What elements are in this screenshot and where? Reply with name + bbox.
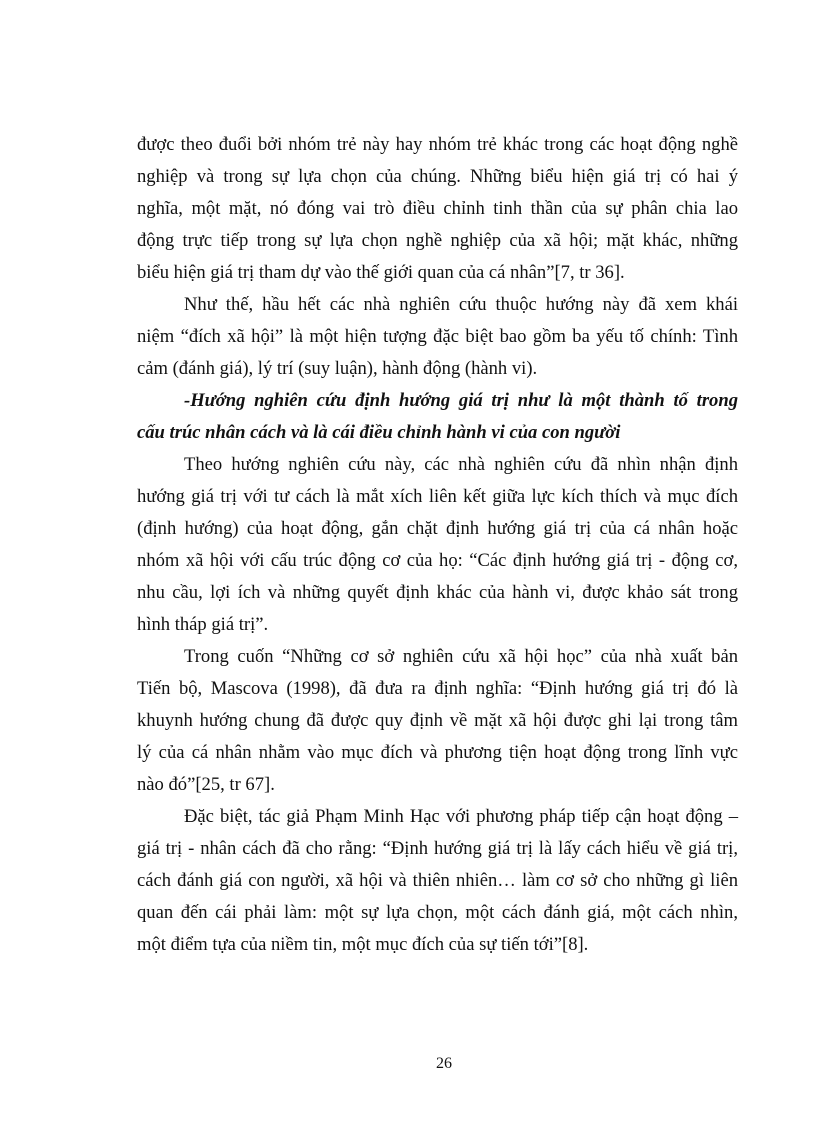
text-line: động trực tiếp trong sự lựa chọn nghề nghiệp của xã hội; mặt khác, những [137, 230, 738, 251]
text-line: Tiến bộ, Mascova (1998), đã đưa ra định nghĩa: “Định hướng giá trị đó là [137, 678, 738, 699]
text-line: một điểm tựa của niềm tin, một mục đích của sự tiến tới”[8]. [137, 934, 589, 955]
text-line: giá trị - nhân cách đã cho rằng: “Định hướng giá trị là lấy cách hiểu về giá trị, [137, 838, 738, 859]
section-heading: cấu trúc nhân cách và là cái điều chỉnh hành vi của con người [137, 422, 621, 443]
page-number: 26 [436, 1055, 452, 1072]
text-line: nào đó”[25, tr 67]. [137, 774, 275, 795]
text-line: nhu cầu, lợi ích và những quyết định khác của hành vi, được khảo sát trong [137, 582, 738, 603]
document-body [137, 129, 738, 961]
section-heading: -Hướng nghiên cứu định hướng giá trị như là một thành tố trong [184, 390, 738, 411]
text-line: nhóm xã hội với cấu trúc động cơ của họ: “Các định hướng giá trị - động cơ, [137, 550, 738, 571]
text-line: cảm (đánh giá), lý trí (suy luận), hành động (hành vi). [137, 358, 538, 379]
text-line: hình tháp giá trị”. [137, 614, 269, 635]
text-line: nghiệp và trong sự lựa chọn của chúng. Những biểu hiện giá trị có hai ý [137, 166, 738, 187]
text-line: hướng giá trị với tư cách là mắt xích liên kết giữa lực kích thích và mục đích [137, 486, 738, 507]
text-line: lý của cá nhân nhằm vào mục đích và phương tiện hoạt động trong lĩnh vực [137, 742, 738, 763]
text-line: nghĩa, một mặt, nó đóng vai trò điều chỉnh tinh thần của sự phân chia lao [137, 198, 738, 219]
text-line: được theo đuổi bởi nhóm trẻ này hay nhóm trẻ khác trong các hoạt động nghề [137, 134, 738, 155]
text-line: khuynh hướng chung đã được quy định về mặt xã hội được ghi lại trong tâm [137, 710, 738, 731]
text-line: biểu hiện giá trị tham dự vào thế giới quan của cá nhân”[7, tr 36]. [137, 262, 625, 283]
text-line: quan đến cái phải làm: một sự lựa chọn, một cách đánh giá, một cách nhìn, [137, 902, 738, 923]
text-line: Theo hướng nghiên cứu này, các nhà nghiên cứu đã nhìn nhận định [184, 454, 738, 475]
text-line: (định hướng) của hoạt động, gắn chặt định hướng giá trị của cá nhân hoặc [137, 518, 738, 539]
text-line: Như thế, hầu hết các nhà nghiên cứu thuộc hướng này đã xem khái [184, 294, 738, 315]
text-line: Trong cuốn “Những cơ sở nghiên cứu xã hội học” của nhà xuất bản [184, 646, 738, 667]
text-line: niệm “đích xã hội” là một hiện tượng đặc biệt bao gồm ba yếu tố chính: Tình [137, 326, 738, 347]
text-line: cách đánh giá con người, xã hội và thiên nhiên… làm cơ sở cho những gì liên [137, 870, 738, 891]
text-line: Đặc biệt, tác giả Phạm Minh Hạc với phương pháp tiếp cận hoạt động – [184, 806, 738, 827]
